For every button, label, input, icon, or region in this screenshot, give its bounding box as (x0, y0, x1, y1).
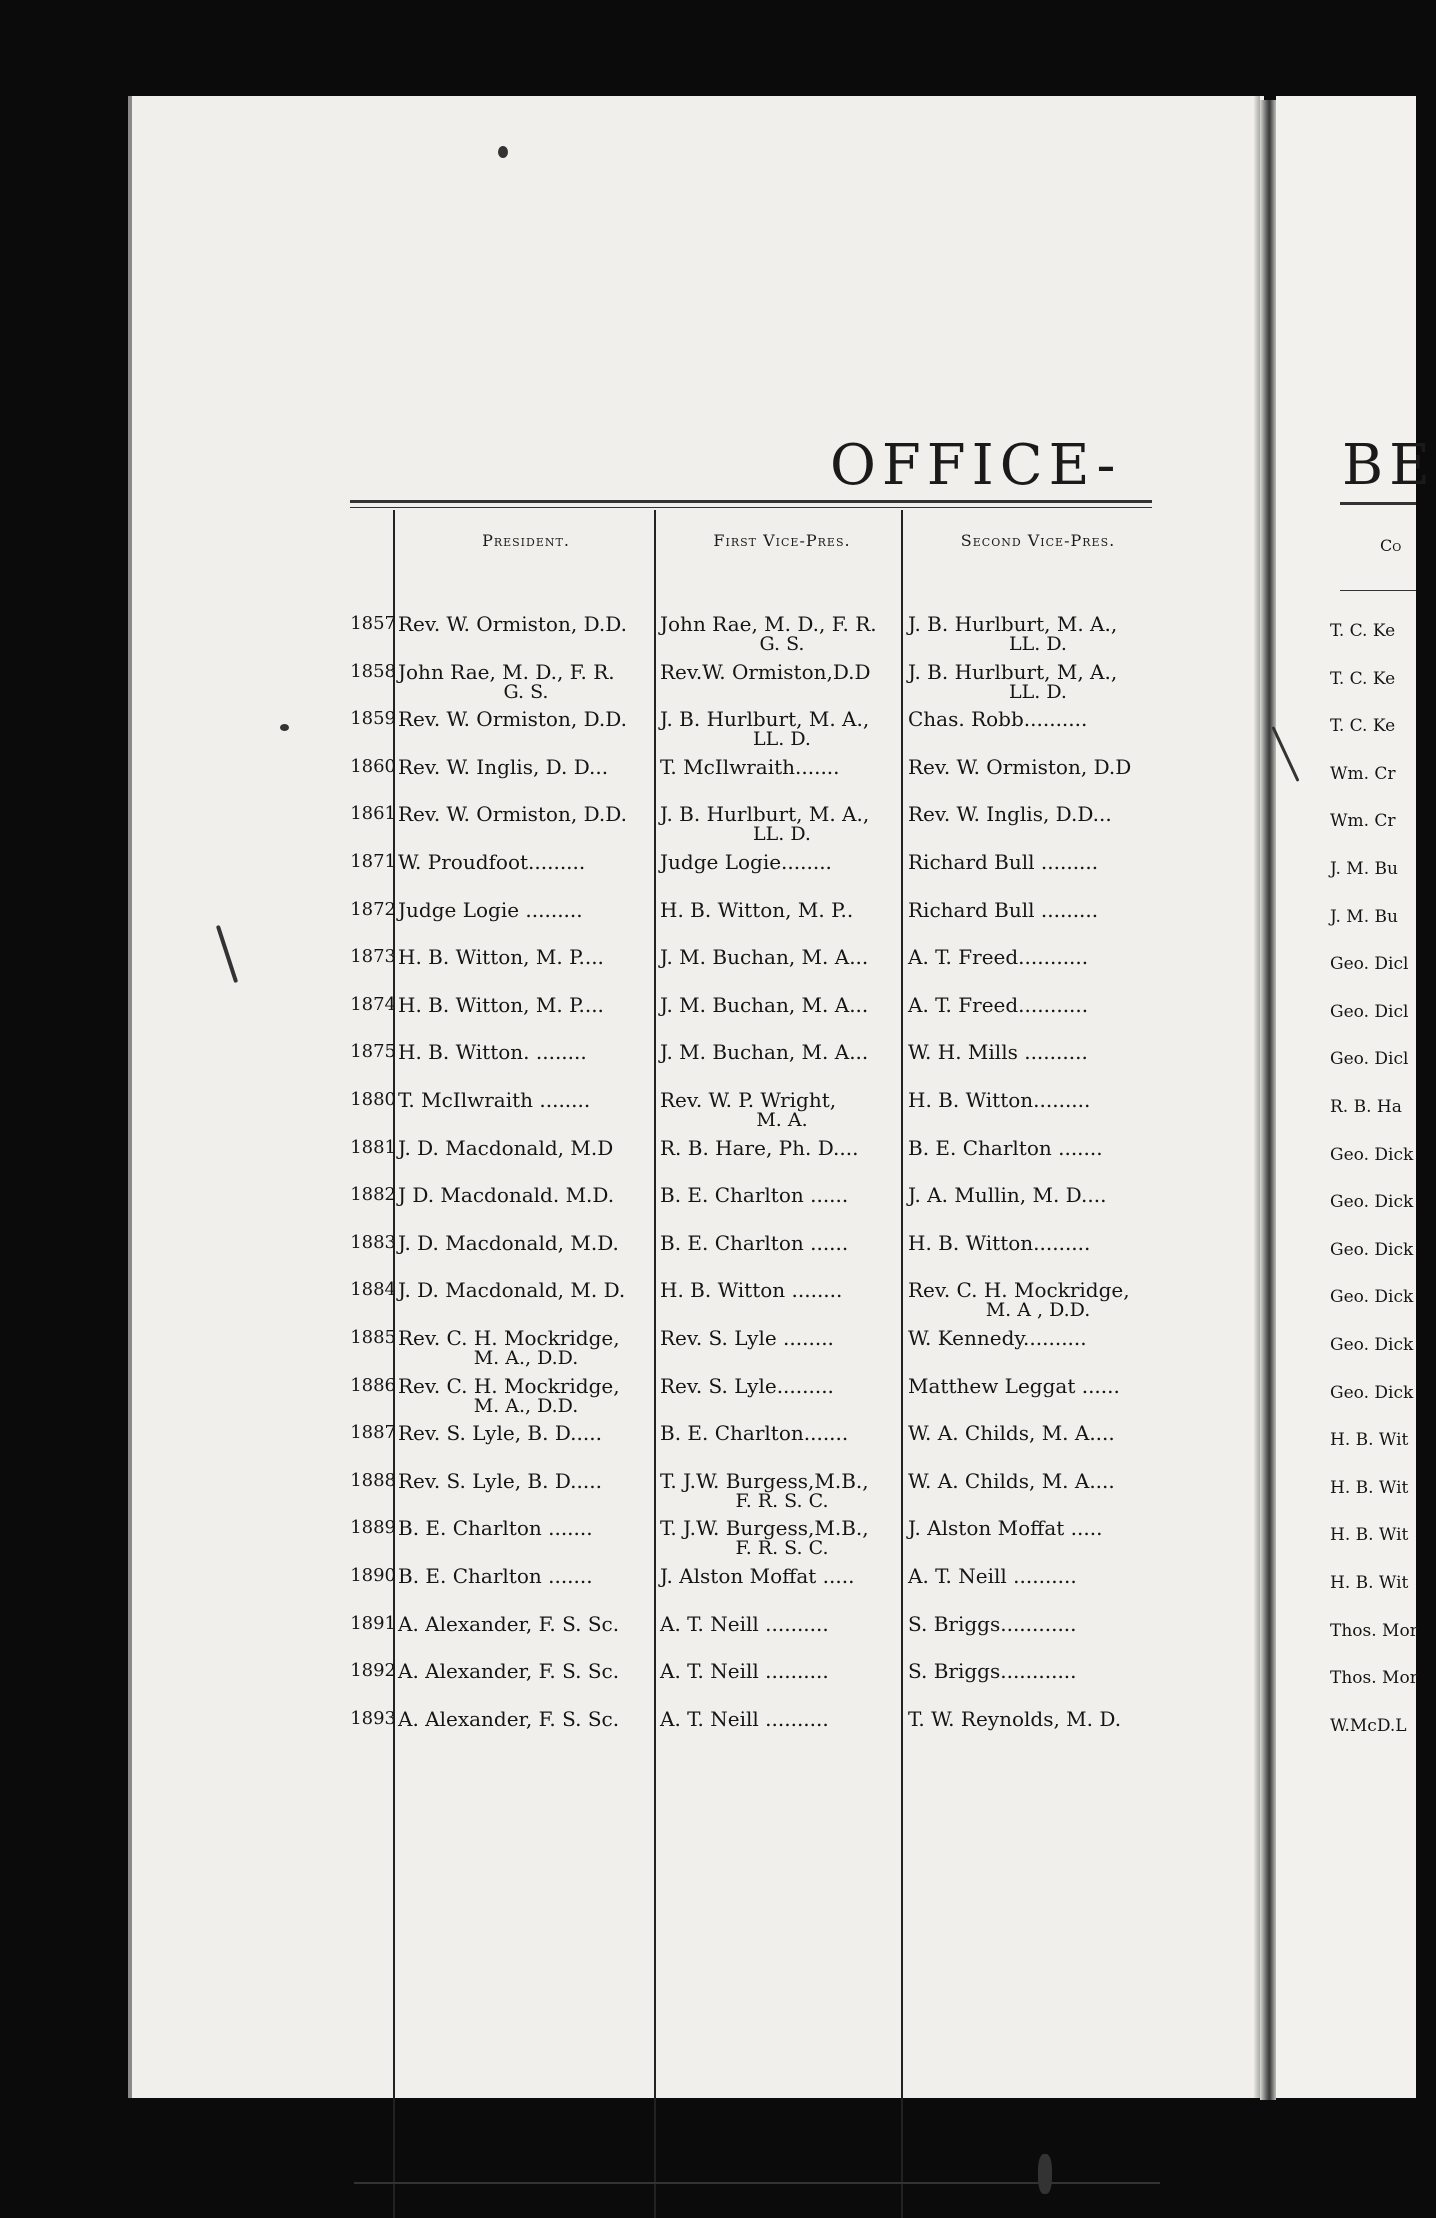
table-row (0, 803, 1160, 850)
table-row (0, 851, 1160, 898)
second-vp-cell: Richard Bull ......... (908, 897, 1099, 922)
first-vp-cell: H. B. Witton, M. P.. (660, 897, 854, 922)
right-page-cell: H. B. Wit (1330, 1477, 1409, 1498)
right-page-cell: Wm. Cr (1330, 811, 1396, 832)
year-cell: 1875 (350, 1041, 396, 1063)
second-vp-cell: J. B. Hurlburt, M. A., LL. D. (908, 613, 1168, 653)
first-vp-cell: Rev. S. Lyle ........ (660, 1326, 834, 1350)
president-cell: J. D. Macdonald, M.D (398, 1135, 614, 1160)
first-vp-cell: A. T. Neill .......... (660, 1659, 829, 1684)
second-vp-cell: W. H. Mills .......... (908, 1040, 1088, 1065)
right-page-cell: Geo. Dicl (1330, 1001, 1409, 1022)
year-cell: 1887 (350, 1422, 396, 1444)
first-vp-cell: B. E. Charlton ...... (660, 1230, 849, 1255)
second-vp-cell-continuation: LL. D. (1009, 680, 1067, 703)
president-cell: Rev. C. H. Mockridge, M. A., D.D. (398, 1375, 654, 1415)
right-page-cell: H. B. Wit (1330, 1525, 1409, 1546)
president-cell: A. Alexander, F. S. Sc. (398, 1659, 620, 1684)
president-cell: H. B. Witton. ........ (398, 1040, 587, 1065)
second-vp-cell: H. B. Witton......... (908, 1230, 1091, 1255)
second-vp-cell: T. W. Reynolds, M. D. (908, 1706, 1122, 1731)
table-row (0, 1279, 1160, 1326)
first-vp-cell-continuation: F. R. S. C. (735, 1489, 829, 1512)
table-row (0, 1089, 1160, 1136)
president-cell: A. Alexander, F. S. Sc. (398, 1611, 620, 1636)
president-cell: A. Alexander, F. S. Sc. (398, 1706, 620, 1731)
right-page-cell: R. B. Ha (1330, 1097, 1402, 1117)
year-cell: 1881 (350, 1136, 396, 1158)
year-cell: 1872 (350, 898, 396, 920)
ink-speck (498, 146, 508, 158)
second-vp-cell-continuation: M. A , D.D. (985, 1299, 1091, 1322)
right-page-heading: BE (1342, 433, 1436, 498)
table-row (0, 899, 1160, 946)
table-row (0, 1041, 1160, 1088)
first-vp-cell: J. M. Buchan, M. A... (660, 1040, 869, 1065)
president-cell: Rev. W. Ormiston, D.D. (398, 802, 627, 827)
first-vp-cell: T. J.W. Burgess,M.B., F. R. S. C. (660, 1470, 904, 1510)
president-cell: H. B. Witton, M. P.... (398, 992, 604, 1017)
first-vp-cell: A. T. Neill .......... (660, 1706, 829, 1731)
first-vp-cell: Judge Logie........ (660, 850, 832, 874)
right-page-cell: J. M. Bu (1330, 859, 1398, 879)
ink-speck (1038, 2154, 1052, 2194)
year-cell: 1857 (350, 613, 396, 634)
second-vp-cell: B. E. Charlton ....... (908, 1135, 1103, 1160)
right-page-cell: Geo. Dick (1330, 1335, 1414, 1355)
right-page-cell: T. C. Ke (1330, 668, 1396, 689)
first-vp-cell-continuation: F. R. S. C. (735, 1537, 829, 1560)
table-row (0, 756, 1160, 803)
president-cell: H. B. Witton, M. P.... (398, 945, 604, 970)
right-page-cell: Thos. Mor (1330, 1620, 1418, 1641)
right-page-cell: W.McD.L (1330, 1715, 1407, 1736)
second-vp-cell: S. Briggs............ (908, 1611, 1077, 1636)
table-row (0, 1708, 1160, 1755)
table-row (0, 1565, 1160, 1612)
year-cell: 1890 (350, 1565, 396, 1586)
table-row (0, 613, 1160, 660)
right-page-cell: Thos. Mor (1330, 1668, 1418, 1689)
table-row (0, 994, 1160, 1041)
second-vp-cell: W. A. Childs, M. A.... (908, 1421, 1115, 1446)
president-cell: John Rae, M. D., F. R. G. S. (398, 661, 654, 701)
second-vp-cell: J. B. Hurlburt, M, A., LL. D. (908, 661, 1168, 701)
table-row (0, 1470, 1160, 1517)
year-cell: 1859 (350, 708, 396, 730)
year-cell: 1861 (350, 803, 396, 825)
first-vp-cell: T. J.W. Burgess,M.B., F. R. S. C. (660, 1517, 904, 1557)
president-cell: Judge Logie ......... (398, 897, 583, 922)
first-vp-cell: J. M. Buchan, M. A... (660, 992, 869, 1017)
second-vp-cell: Chas. Robb.......... (908, 707, 1088, 732)
table-row (0, 1613, 1160, 1660)
column-header-second-vice-president: Second Vice-Pres. (960, 531, 1116, 550)
right-page-cell: T. C. Ke (1330, 716, 1396, 737)
table-row (0, 1232, 1160, 1279)
table-row (0, 661, 1160, 708)
year-cell: 1893 (350, 1707, 396, 1729)
year-cell: 1891 (350, 1612, 396, 1634)
year-cell: 1858 (350, 660, 396, 682)
second-vp-cell: H. B. Witton......... (908, 1088, 1091, 1112)
table-row (0, 946, 1160, 993)
second-vp-cell: Richard Bull ......... (908, 850, 1099, 874)
first-vp-cell: R. B. Hare, Ph. D.... (660, 1135, 859, 1160)
table-row (0, 1517, 1160, 1564)
first-vp-cell: A. T. Neill .......... (660, 1611, 829, 1636)
year-cell: 1886 (350, 1374, 396, 1396)
president-cell: B. E. Charlton ....... (398, 1564, 593, 1588)
year-cell: 1860 (350, 755, 396, 777)
president-cell: Rev. W. Ormiston, D.D. (398, 612, 627, 636)
heading-rule-top (350, 500, 1152, 503)
year-cell: 1874 (350, 993, 396, 1015)
second-vp-cell: A. T. Freed........... (908, 945, 1089, 970)
second-vp-cell: Rev. C. H. Mockridge, M. A , D.D. (908, 1279, 1168, 1319)
right-column-header: Co (1380, 536, 1402, 555)
year-cell: 1888 (350, 1469, 396, 1491)
first-vp-cell: B. E. Charlton ...... (660, 1183, 849, 1208)
first-vp-cell: J. B. Hurlburt, M. A., LL. D. (660, 803, 904, 843)
table-row (0, 1660, 1160, 1707)
table-row (0, 1184, 1160, 1231)
second-vp-cell: Rev. W. Ormiston, D.D (908, 754, 1132, 779)
second-vp-cell: S. Briggs............ (908, 1659, 1077, 1684)
first-vp-cell: J. Alston Moffat ..... (660, 1564, 855, 1588)
column-header-president: President. (482, 531, 570, 550)
president-cell: Rev. S. Lyle, B. D..... (398, 1421, 602, 1446)
first-vp-cell: B. E. Charlton....... (660, 1421, 849, 1446)
right-page-cell: Geo. Dick (1330, 1192, 1414, 1213)
table-row (0, 708, 1160, 755)
table-row (0, 1327, 1160, 1374)
heading-rule-bottom (350, 507, 1152, 508)
table-row (0, 1137, 1160, 1184)
right-page-cell: Geo. Dick (1330, 1239, 1414, 1260)
year-cell: 1883 (350, 1231, 396, 1253)
president-cell: J. D. Macdonald, M. D. (398, 1278, 626, 1303)
table-row (0, 1422, 1160, 1469)
president-cell-continuation: G. S. (503, 680, 549, 703)
first-vp-cell-continuation: M. A. (756, 1109, 808, 1131)
first-vp-cell: J. B. Hurlburt, M. A., LL. D. (660, 708, 904, 748)
year-cell: 1880 (350, 1089, 396, 1110)
president-cell: J D. Macdonald. M.D. (398, 1183, 615, 1208)
first-vp-cell-continuation: G. S. (759, 633, 805, 655)
president-cell: Rev. W. Ormiston, D.D. (398, 707, 627, 732)
president-cell: W. Proudfoot......... (398, 850, 586, 874)
second-vp-cell: W. A. Childs, M. A.... (908, 1468, 1115, 1493)
second-vp-cell: Rev. W. Inglis, D.D... (908, 802, 1112, 827)
year-cell: 1885 (350, 1327, 396, 1348)
first-vp-cell: Rev. W. P. Wright, M. A. (660, 1089, 904, 1129)
right-page-cell: Geo. Dicl (1330, 954, 1409, 975)
right-heading-rule (1340, 502, 1416, 505)
president-cell-continuation: M. A., D.D. (473, 1394, 579, 1417)
column-header-first-vice-president: First Vice-Pres. (713, 531, 851, 550)
right-page-cell: Geo. Dick (1330, 1287, 1414, 1308)
second-vp-cell: W. Kennedy.......... (908, 1326, 1087, 1350)
right-column-header-rule (1340, 590, 1416, 591)
year-cell: 1884 (350, 1279, 396, 1301)
second-vp-cell-continuation: LL. D. (1009, 633, 1067, 655)
first-vp-cell: Rev.W. Ormiston,D.D (660, 659, 871, 684)
year-cell: 1889 (350, 1517, 396, 1539)
second-vp-cell: J. Alston Moffat ..... (908, 1516, 1103, 1541)
president-cell: J. D. Macdonald, M.D. (398, 1230, 619, 1255)
second-vp-cell: A. T. Freed........... (908, 992, 1089, 1017)
right-page-cell: Geo. Dicl (1330, 1049, 1409, 1070)
president-cell: B. E. Charlton ....... (398, 1516, 593, 1541)
second-vp-cell: J. A. Mullin, M. D.... (908, 1183, 1107, 1208)
year-cell: 1871 (350, 851, 396, 872)
second-vp-cell: Matthew Leggat ...... (908, 1373, 1120, 1398)
year-cell: 1873 (350, 946, 396, 968)
president-cell-continuation: M. A., D.D. (473, 1347, 579, 1369)
year-cell: 1892 (350, 1660, 396, 1682)
first-vp-cell: H. B. Witton ........ (660, 1278, 843, 1303)
second-vp-cell: A. T. Neill .......... (908, 1564, 1077, 1588)
right-page-cell: H. B. Wit (1330, 1430, 1409, 1451)
president-cell: Rev. C. H. Mockridge, M. A., D.D. (398, 1327, 654, 1367)
right-page-cell: T. C. Ke (1330, 621, 1396, 641)
year-cell: 1882 (350, 1184, 396, 1206)
right-page-cell: Geo. Dick (1330, 1382, 1414, 1403)
table-row (0, 1375, 1160, 1422)
president-cell: Rev. S. Lyle, B. D..... (398, 1468, 602, 1493)
ink-speck (280, 724, 289, 731)
book-gutter (1260, 100, 1276, 2100)
right-page-cell: J. M. Bu (1330, 906, 1398, 927)
page-heading: OFFICE- (830, 433, 1122, 498)
first-vp-cell: John Rae, M. D., F. R. G. S. (660, 613, 904, 653)
first-vp-cell: Rev. S. Lyle......... (660, 1373, 834, 1398)
first-vp-cell-continuation: LL. D. (753, 823, 811, 846)
right-page-cell: Geo. Dick (1330, 1144, 1414, 1165)
right-page-cell: H. B. Wit (1330, 1573, 1409, 1593)
president-cell: T. McIlwraith ........ (398, 1088, 591, 1112)
first-vp-cell-continuation: LL. D. (753, 728, 811, 751)
right-page-cell: Wm. Cr (1330, 763, 1396, 784)
first-vp-cell: J. M. Buchan, M. A... (660, 945, 869, 970)
first-vp-cell: T. McIlwraith....... (660, 754, 840, 779)
president-cell: Rev. W. Inglis, D. D... (398, 754, 609, 779)
